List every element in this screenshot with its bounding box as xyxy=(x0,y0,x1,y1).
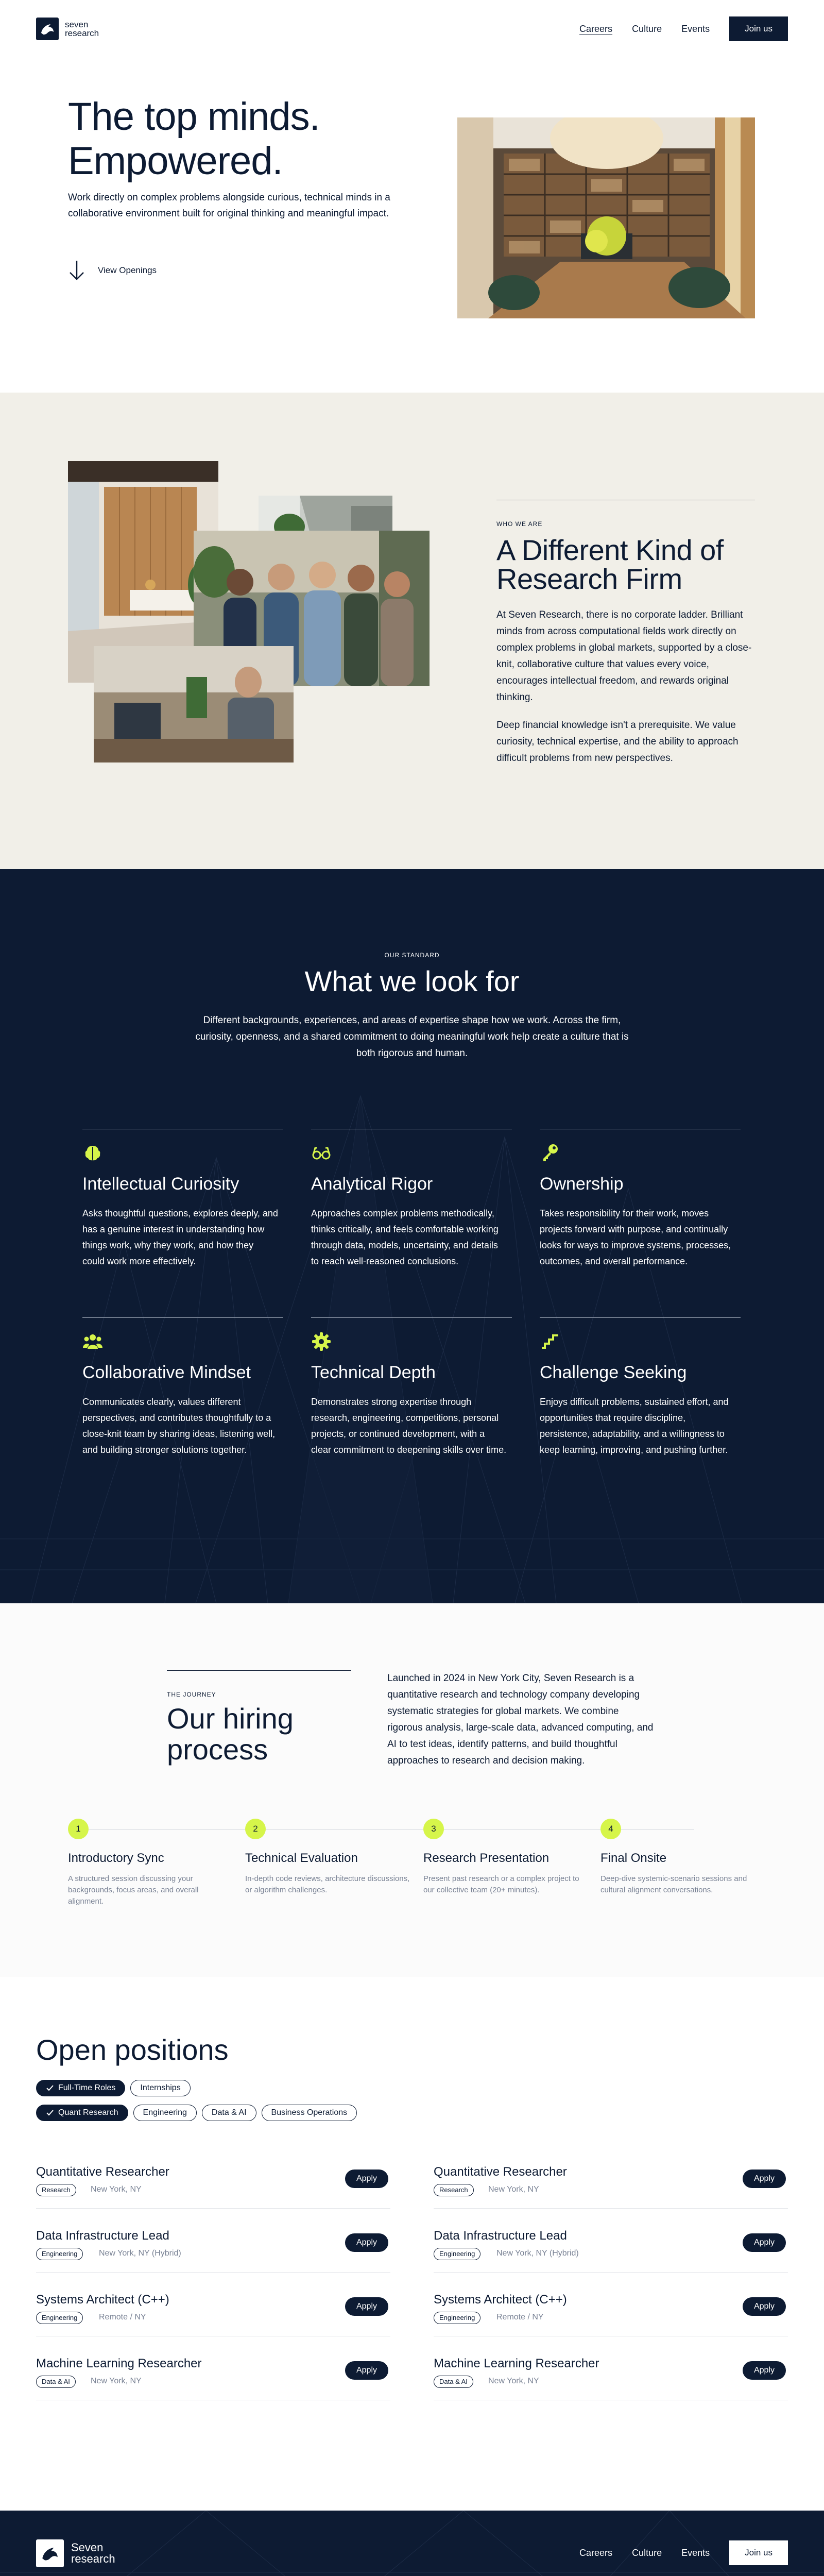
hiring-step xyxy=(68,1819,233,1907)
step-number-badge: 1 xyxy=(68,1819,89,1839)
trait-analytical-rigor xyxy=(311,1129,512,1269)
trait-title: Challenge Seeking xyxy=(540,1363,687,1382)
job-title: Machine Learning Researcher xyxy=(36,2357,202,2370)
trait-text: Demonstrates strong expertise through research, engineering, competitions, personal projects, or continued development, with a clear commitment to deepening skills over time. xyxy=(311,1397,507,1455)
apply-button[interactable]: Apply xyxy=(743,2297,786,2316)
footer-link-careers[interactable]: Careers xyxy=(579,2547,613,2558)
footer-link-culture[interactable]: Culture xyxy=(632,2547,662,2558)
brand-logo[interactable] xyxy=(36,18,99,40)
job-category-tag: Engineering xyxy=(36,2248,83,2260)
job-category-tag: Data & AI xyxy=(36,2376,76,2388)
arrow-down-icon xyxy=(68,260,85,281)
step-title: Research Presentation xyxy=(423,1851,550,1865)
job-row xyxy=(434,2209,788,2273)
positions-title: Open positions xyxy=(36,2033,229,2066)
job-title: Data Infrastructure Lead xyxy=(36,2229,169,2243)
job-location: Remote / NY xyxy=(99,2313,146,2321)
brand-name-line2: research xyxy=(65,28,99,38)
filter-internships[interactable]: Internships xyxy=(130,2080,190,2096)
trait-text: Communicates clearly, values different perspectives, and contributes thoughtfully to a close-knit team by sharing ideas, listening well, and building stronger solutions together. xyxy=(82,1397,276,1455)
standard-title: What we look for xyxy=(304,965,520,997)
footer-brand-logo[interactable] xyxy=(36,2539,115,2567)
stairs-icon xyxy=(540,1331,560,1352)
job-row xyxy=(36,2336,390,2400)
apply-button[interactable]: Apply xyxy=(345,2233,388,2252)
job-category-tag: Data & AI xyxy=(434,2376,473,2388)
step-text: In-depth code reviews, architecture discussions, or algorithm challenges. xyxy=(245,1874,410,1894)
trait-title: Technical Depth xyxy=(311,1363,436,1382)
job-location: New York, NY xyxy=(91,2185,142,2194)
check-icon xyxy=(46,2084,54,2092)
trait-text: Asks thoughtful questions, explores deeply, and has a genuine interest in understanding how things work, why they work, and how they could work more effectively. xyxy=(82,1208,278,1266)
job-row xyxy=(36,2273,390,2336)
job-location: New York, NY xyxy=(488,2377,539,2385)
trait-intellectual-curiosity xyxy=(82,1129,283,1269)
job-location: New York, NY xyxy=(488,2185,539,2194)
apply-button[interactable]: Apply xyxy=(743,2233,786,2252)
library-office-photo xyxy=(457,117,755,318)
about-title: A Different Kind of Research Firm xyxy=(496,534,724,595)
apply-button[interactable]: Apply xyxy=(743,2361,786,2380)
footer-nav xyxy=(579,2540,788,2565)
hiring-step xyxy=(245,1819,410,1896)
job-row xyxy=(36,2145,390,2209)
filter-quant-research[interactable]: Quant Research xyxy=(36,2105,128,2121)
apply-button[interactable]: Apply xyxy=(345,2297,388,2316)
team-filters xyxy=(36,2105,357,2121)
journey-title: Our hiring process xyxy=(167,1702,294,1766)
standard-section xyxy=(0,869,824,1603)
job-row xyxy=(36,2209,390,2273)
about-section xyxy=(0,393,824,869)
trait-title: Analytical Rigor xyxy=(311,1174,433,1194)
step-text: Deep-dive systemic-scenario sessions and cultural alignment conversations. xyxy=(600,1874,747,1894)
journey-description: Launched in 2024 in New York City, Seven Research is a quantitative research and technology company developing systematic strategies for global markets. We combine rigorous analysis, large-scale data, advanced computing, and AI to test ideas, identify patterns, and build thoughtful approaches to research and decision making. xyxy=(387,1673,654,1766)
standard-eyebrow: OUR STANDARD xyxy=(384,952,440,959)
nav-link-careers[interactable]: Careers xyxy=(579,23,613,34)
job-title: Machine Learning Researcher xyxy=(434,2357,599,2370)
gear-icon xyxy=(311,1331,332,1352)
seven-logo-icon xyxy=(36,18,59,40)
footer-brand-line2: research xyxy=(71,2552,115,2565)
footer-join-us-button[interactable]: Join us xyxy=(729,2540,788,2565)
trait-title: Collaborative Mindset xyxy=(82,1363,251,1382)
brand-name-line1: seven xyxy=(65,20,89,29)
job-title: Systems Architect (C++) xyxy=(36,2293,169,2307)
job-category-tag: Research xyxy=(434,2184,474,2196)
job-location: Remote / NY xyxy=(496,2313,544,2321)
job-category-tag: Engineering xyxy=(434,2312,480,2324)
brain-icon xyxy=(82,1143,103,1163)
job-location: New York, NY (Hybrid) xyxy=(496,2249,579,2258)
filter-data-ai[interactable]: Data & AI xyxy=(202,2105,256,2121)
seven-logo-icon xyxy=(36,2539,64,2567)
journey-eyebrow: THE JOURNEY xyxy=(167,1691,216,1698)
step-text: A structured session discussing your backgrounds, focus areas, and overall alignment. xyxy=(68,1874,199,1906)
filter-engineering[interactable]: Engineering xyxy=(133,2105,197,2121)
trait-challenge-seeking xyxy=(540,1317,741,1458)
step-text: Present past research or a complex project to our collective team (20+ minutes). xyxy=(423,1874,579,1894)
job-row xyxy=(434,2336,788,2400)
check-icon xyxy=(46,2109,54,2117)
trait-collaborative-mindset xyxy=(82,1317,283,1458)
divider xyxy=(167,1670,351,1671)
apply-button[interactable]: Apply xyxy=(345,2361,388,2380)
workspace-photo xyxy=(94,646,294,762)
step-title: Final Onsite xyxy=(600,1851,667,1865)
trait-technical-depth xyxy=(311,1317,512,1458)
step-number-badge: 2 xyxy=(245,1819,266,1839)
trait-ownership xyxy=(540,1129,741,1269)
trait-text: Enjoys difficult problems, sustained effort, and opportunities that require discipline, persistence, adaptability, and a willingness to keep learning, improving, and pushing further. xyxy=(540,1397,729,1455)
hero-section xyxy=(0,58,824,393)
nav-link-culture[interactable]: Culture xyxy=(632,23,662,34)
apply-button[interactable]: Apply xyxy=(345,2170,388,2188)
open-positions-section xyxy=(0,1977,824,2511)
view-openings-link[interactable]: View Openings xyxy=(68,260,157,281)
standard-subtitle: Different backgrounds, experiences, and areas of expertise shape how we work. Across the firm, curiosity, openness, and a shared commitment to doing meaningful work help create a culture that is both rigorous and human. xyxy=(195,1015,629,1059)
job-title: Systems Architect (C++) xyxy=(434,2293,567,2307)
people-icon xyxy=(82,1331,103,1352)
hero-title: The top minds. Empowered. xyxy=(68,95,320,183)
join-us-button[interactable]: Join us xyxy=(729,16,788,41)
hiring-step xyxy=(423,1819,588,1896)
nav-link-events[interactable]: Events xyxy=(681,23,710,34)
trait-text: Approaches complex problems methodically, thinks critically, and feels comfortable working through data, models, uncertainty, and details to reach well-reasoned conclusions. xyxy=(311,1208,499,1266)
job-row xyxy=(434,2145,788,2209)
apply-button[interactable]: Apply xyxy=(743,2170,786,2188)
trait-title: Ownership xyxy=(540,1174,624,1194)
trait-text: Takes responsibility for their work, moves projects forward with purpose, and continually looks for ways to improve systems, processes, outcomes, and overall performance. xyxy=(540,1208,731,1266)
main-nav xyxy=(579,16,788,41)
job-category-tag: Engineering xyxy=(36,2312,83,2324)
job-category-tag: Engineering xyxy=(434,2248,480,2260)
about-paragraph-1: At Seven Research, there is no corporate ladder. Brilliant minds from across computational fields work directly on complex problems in global markets, supported by a close-knit, collaborative culture that values every voice, encourages intellectual freedom, and rewards original thinking. xyxy=(496,609,752,703)
job-row xyxy=(434,2273,788,2336)
job-location: New York, NY (Hybrid) xyxy=(99,2249,181,2258)
journey-section xyxy=(0,1603,824,1977)
hiring-step xyxy=(600,1819,765,1896)
job-title: Quantitative Researcher xyxy=(434,2165,567,2179)
site-footer xyxy=(0,2511,824,2576)
footer-link-events[interactable]: Events xyxy=(681,2547,710,2558)
job-location: New York, NY xyxy=(91,2377,142,2385)
footer-brand-line1: Seven xyxy=(71,2541,104,2554)
job-title: Quantitative Researcher xyxy=(36,2165,169,2179)
site-header xyxy=(0,0,824,58)
role-type-filters xyxy=(36,2080,191,2096)
job-category-tag: Research xyxy=(36,2184,76,2196)
about-eyebrow: WHO WE ARE xyxy=(496,520,543,528)
filter-business-operations[interactable]: Business Operations xyxy=(262,2105,357,2121)
trait-title: Intellectual Curiosity xyxy=(82,1174,239,1194)
glasses-icon xyxy=(311,1143,332,1163)
job-title: Data Infrastructure Lead xyxy=(434,2229,567,2243)
filter-full-time-roles[interactable]: Full-Time Roles xyxy=(36,2080,125,2096)
about-paragraph-2: Deep financial knowledge isn't a prerequisite. We value curiosity, technical expertise, and the ability to approach difficult problems from new perspectives. xyxy=(496,720,739,764)
step-number-badge: 3 xyxy=(423,1819,444,1839)
step-title: Introductory Sync xyxy=(68,1851,164,1865)
hero-subtitle: Work directly on complex problems alongside curious, technical minds in a collaborative environment built for original thinking and meaningful impact. xyxy=(68,192,390,219)
key-icon xyxy=(540,1143,560,1163)
step-number-badge: 4 xyxy=(600,1819,621,1839)
step-title: Technical Evaluation xyxy=(245,1851,358,1865)
